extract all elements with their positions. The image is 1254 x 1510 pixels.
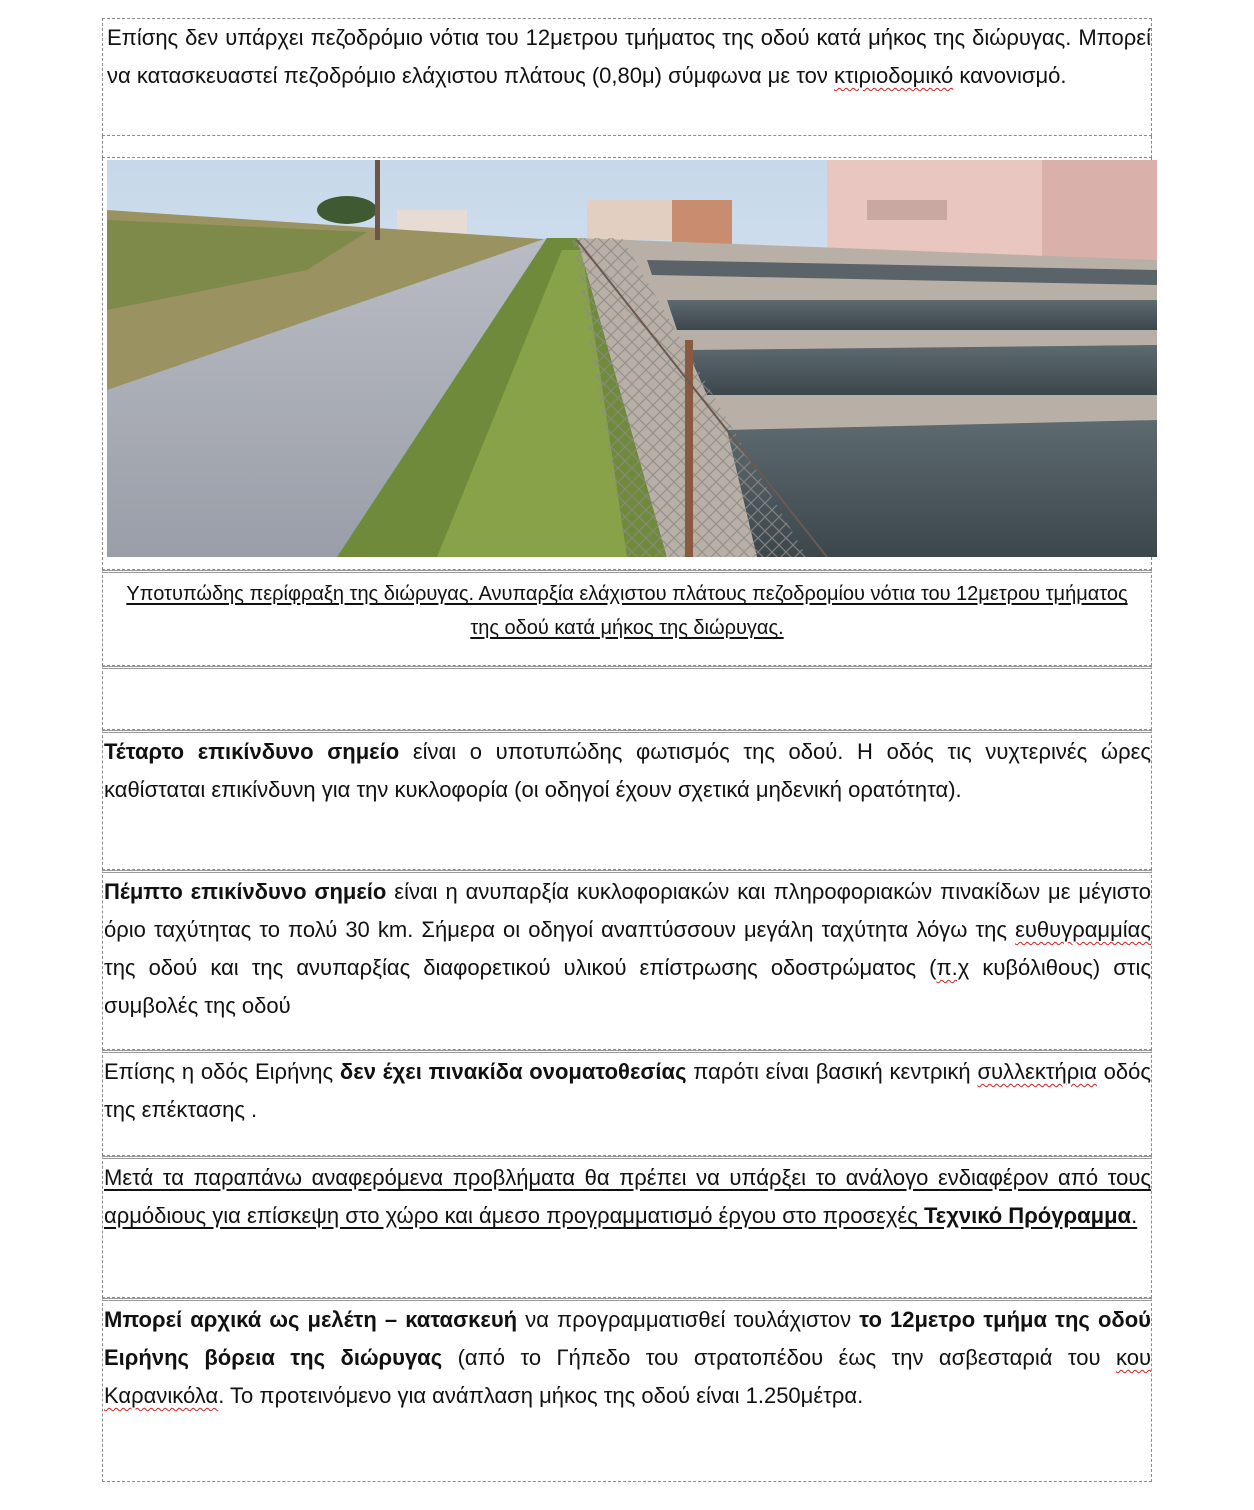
text: . [1131, 1203, 1138, 1228]
text: Μετά τα παραπάνω αναφερόμενα προβλήματα θα πρέπει να υπάρξει το ανάλογο ενδιαφέρον από τους αρμόδιους για επίσκεψη στο χώρο και άμεσο προγραμματισμό έργου στο προσεχές [104, 1165, 1151, 1228]
text: είναι η ανυπαρξία κυκλοφοριακών και πληροφοριακών πινακίδων με μέγιστο όριο ταχύτητας το πολύ 30 km. Σήμερα οι οδηγοί αναπτύσσουν μεγάλη ταχύτητα λόγω της [104, 879, 1151, 942]
paragraph-fifth-danger [102, 870, 1152, 1050]
utility-pole [375, 160, 380, 240]
paragraph-street-sign [102, 1050, 1152, 1156]
bold-heading: Τέταρτο επικίνδυνο σημείο [104, 739, 400, 764]
text: (από το Γήπεδο του στρατοπέδου έως την ασβεσταριά του [442, 1345, 1116, 1370]
text: κανονισμό. [953, 63, 1067, 88]
spellcheck-word: κτιριοδομικό [833, 63, 954, 88]
text: Επίσης δεν υπάρχει πεζοδρόμιο νότια του 12μετρου τμήματος της οδού κατά μήκος της διώρυγας. Μπορεί να κατασκευαστεί πεζοδρόμιο ελάχιστου πλάτους (0,80μ) σύμφωνα με τον [107, 25, 1151, 88]
spellcheck-word: π.χ [936, 955, 970, 980]
spellcheck-word: συλλεκτήρια [977, 1059, 1097, 1084]
empty-cell [102, 666, 1152, 730]
text: Επίσης η οδός Ειρήνης [104, 1059, 340, 1084]
caption-cell [102, 570, 1152, 666]
text: είναι ο υποτυπώδης φωτισμός της οδού. Η οδός τις νυχτερινές ώρες καθίσταται επικίνδυνη για την κυκλοφορία (οι οδηγοί έχουν σχετικά μηδενική ορατότητα). [104, 739, 1152, 802]
paragraph-fourth-danger [102, 730, 1152, 870]
photo-cell [102, 136, 1152, 158]
text: . Το προτεινόμενο για ανάπλαση μήκος της οδού είναι 1.250μέτρα. [218, 1383, 864, 1408]
text: να προγραμματισθεί τουλάχιστον [517, 1307, 860, 1332]
text: οδός της επέκτασης . [104, 1059, 1151, 1122]
document-page [102, 18, 1152, 1482]
bold-phrase: δεν έχει πινακίδα ονοματοθεσίας [339, 1059, 687, 1084]
photo-frame [102, 158, 1152, 570]
paragraph-sidewalk [102, 18, 1152, 136]
text: παρότι είναι βασική κεντρική [686, 1059, 978, 1084]
paragraph-recommendation [102, 1156, 1152, 1298]
spellcheck-word: ευθυγραμμίας [1015, 917, 1151, 942]
fence-post [685, 340, 693, 557]
bold-phrase: το 12μετρο τμήμα της οδού Ειρήνης βόρεια της διώρυγας [104, 1307, 1151, 1370]
bold-heading: Πέμπτο επικίνδυνο σημείο [104, 879, 387, 904]
paragraph-proposal [102, 1298, 1152, 1482]
bold-phrase: Τεχνικό Πρόγραμμα [923, 1203, 1132, 1228]
photo-caption: Υποτυπώδης περίφραξη της διώρυγας. Ανυπαρξία ελάχιστου πλάτους πεζοδρομίου νότια του 12μετρου τμήματος της οδού κατά μήκος της διώρυγας. [126, 583, 1128, 639]
bold-phrase: Μπορεί αρχικά ως μελέτη – κατασκευή [104, 1307, 518, 1332]
spellcheck-word: κου Καρανικόλα [104, 1345, 1151, 1408]
canal-road-photo [107, 160, 1157, 557]
text: της οδού και της ανυπαρξίας διαφορετικού υλικού επίστρωσης οδοστρώματος ( [104, 955, 937, 980]
text: κυβόλιθους) στις συμβολές της οδού [104, 955, 1151, 1018]
